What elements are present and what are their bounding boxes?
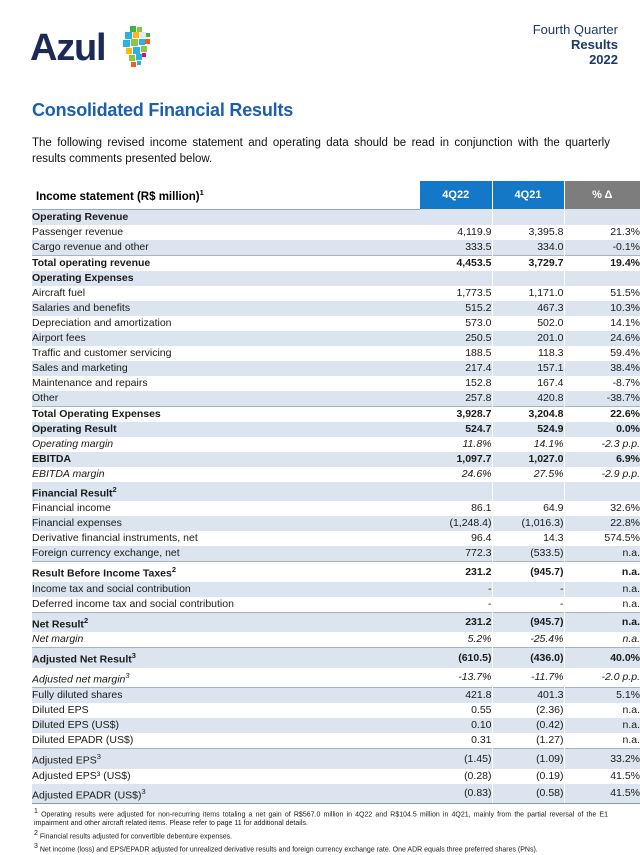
cell-pct-delta: 33.2% xyxy=(564,749,640,769)
cell-pct-delta: 40.0% xyxy=(564,648,640,668)
cell-4q21 xyxy=(492,482,564,502)
cell-4q22: 0.55 xyxy=(420,703,492,718)
brazil-map-mosaic-icon xyxy=(113,24,157,73)
table-body xyxy=(32,209,640,804)
cell-pct-delta: -8.7% xyxy=(564,376,640,391)
footnote-text: Operating results were adjusted for non-recurring items totaling a net gain of R$567.0 million in 4Q22 and R$104.5 million in 4Q21, mainly from the partial reversal of the E1 impairment and other aircraft related items. Please refer to page 11 for additional details. xyxy=(34,811,608,828)
cell-4q22: 1,097.7 xyxy=(420,452,492,467)
cell-4q21: (0.42) xyxy=(492,718,564,733)
row-label xyxy=(32,668,420,688)
cell-4q21: 14.1% xyxy=(492,437,564,452)
cell-4q22: 421.8 xyxy=(420,688,492,704)
row-label xyxy=(32,209,420,225)
row-label-text: Net Result xyxy=(32,618,84,631)
cell-4q22: 515.2 xyxy=(420,301,492,316)
cell-4q21: 1,027.0 xyxy=(492,452,564,467)
cell-pct-delta: n.a. xyxy=(564,718,640,733)
row-label-text: Financial income xyxy=(32,502,111,515)
footnote-marker: 2 xyxy=(34,829,38,837)
cell-pct-delta: 41.5% xyxy=(564,769,640,784)
cell-4q22: 250.5 xyxy=(420,331,492,346)
row-label xyxy=(32,482,420,502)
row-label-footnote-marker: 3 xyxy=(125,670,130,680)
row-label xyxy=(32,582,420,597)
row-label xyxy=(32,597,420,613)
cell-pct-delta: n.a. xyxy=(564,582,640,597)
table-row xyxy=(32,769,640,784)
cell-4q21: 27.5% xyxy=(492,467,564,482)
cell-pct-delta: 22.8% xyxy=(564,516,640,531)
row-label xyxy=(32,703,420,718)
footnote-text: Financial results adjusted for convertible debenture expenses. xyxy=(37,833,233,841)
cell-pct-delta: 41.5% xyxy=(564,784,640,804)
cell-4q22: 86.1 xyxy=(420,501,492,516)
cell-4q21: 64.9 xyxy=(492,501,564,516)
cell-pct-delta: 24.6% xyxy=(564,331,640,346)
row-label-text: Income tax and social contribution xyxy=(32,582,191,595)
row-label-footnote-marker: 3 xyxy=(141,786,146,796)
row-label xyxy=(32,286,420,301)
cell-pct-delta: 32.6% xyxy=(564,501,640,516)
row-label-text: Adjusted EPS xyxy=(32,754,97,767)
cell-4q21: 167.4 xyxy=(492,376,564,391)
cell-pct-delta: 21.3% xyxy=(564,225,640,240)
row-label xyxy=(32,769,420,784)
cell-pct-delta xyxy=(564,271,640,286)
row-label-text: Cargo revenue and other xyxy=(32,240,149,253)
cell-4q21: 334.0 xyxy=(492,240,564,256)
cell-4q22: 96.4 xyxy=(420,531,492,546)
intro-paragraph: The following revised income statement and operating data should be read in conjunction with the quarterly results comments presented below. xyxy=(32,137,610,165)
cell-4q22: -13.7% xyxy=(420,668,492,688)
row-label xyxy=(32,718,420,733)
table-row xyxy=(32,255,640,271)
row-label xyxy=(32,688,420,704)
cell-4q21: (1.09) xyxy=(492,749,564,769)
table-row xyxy=(32,391,640,407)
column-header-4q21: 4Q21 xyxy=(492,181,564,209)
cell-4q22: 1,773.5 xyxy=(420,286,492,301)
cell-4q22: 0.10 xyxy=(420,718,492,733)
row-label xyxy=(32,733,420,749)
cell-4q21: 401.3 xyxy=(492,688,564,704)
cell-4q21: (533.5) xyxy=(492,546,564,562)
footnote xyxy=(34,843,608,855)
row-label xyxy=(32,531,420,546)
row-label xyxy=(32,632,420,648)
row-label xyxy=(32,391,420,407)
cell-pct-delta: 5.1% xyxy=(564,688,640,704)
cell-4q21: (945.7) xyxy=(492,612,564,632)
cell-4q21: 201.0 xyxy=(492,331,564,346)
table-row xyxy=(32,209,640,225)
cell-4q22: 772.3 xyxy=(420,546,492,562)
column-header-label-text: Income statement (R$ million) xyxy=(36,190,200,203)
footnote-marker: 3 xyxy=(34,842,38,850)
row-label-text: Financial Result xyxy=(32,487,113,500)
table-row xyxy=(32,648,640,668)
cell-4q21: 3,729.7 xyxy=(492,255,564,271)
row-label-text: Aircraft fuel xyxy=(32,286,86,299)
row-label-footnote-marker: 2 xyxy=(171,565,177,575)
cell-4q22: 217.4 xyxy=(420,361,492,376)
row-label-text: Sales and marketing xyxy=(32,361,128,374)
cell-4q22: 524.7 xyxy=(420,422,492,437)
cell-4q21: (0.19) xyxy=(492,769,564,784)
cell-4q21 xyxy=(492,209,564,225)
footnotes-block xyxy=(20,808,620,854)
row-label-text: Passenger revenue xyxy=(32,225,124,238)
cell-4q22: (0.28) xyxy=(420,769,492,784)
row-label-text: Traffic and customer servicing xyxy=(32,346,172,359)
cell-4q22: 333.5 xyxy=(420,240,492,256)
table-row xyxy=(32,718,640,733)
row-label xyxy=(32,361,420,376)
cell-pct-delta: n.a. xyxy=(564,612,640,632)
table-row xyxy=(32,240,640,256)
cell-pct-delta: 6.9% xyxy=(564,452,640,467)
row-label xyxy=(32,225,420,240)
table-row xyxy=(32,225,640,240)
row-label-text: Other xyxy=(32,391,59,404)
table-row xyxy=(32,632,640,648)
cell-pct-delta: 59.4% xyxy=(564,346,640,361)
footnote-text: Net income (loss) and EPS/EPADR adjusted for unrealized derivative results and foreign currency exchange rate. One ADR equals three preferred shares (PNs). xyxy=(37,846,538,854)
cell-4q21: 502.0 xyxy=(492,316,564,331)
row-label-text: Adjusted net margin xyxy=(32,673,126,686)
table-row xyxy=(32,516,640,531)
column-header-label xyxy=(32,181,420,209)
cell-pct-delta: n.a. xyxy=(564,546,640,562)
table-header-row xyxy=(32,181,640,209)
table-row xyxy=(32,422,640,437)
row-label xyxy=(32,316,420,331)
row-label-text: Net margin xyxy=(32,633,84,646)
table-row xyxy=(32,501,640,516)
row-label-footnote-marker: 3 xyxy=(96,752,101,762)
cell-4q21: 420.8 xyxy=(492,391,564,407)
quarter-label: Fourth Quarter xyxy=(532,22,618,37)
cell-4q21: 118.3 xyxy=(492,346,564,361)
row-label-text: Operating Revenue xyxy=(32,210,129,223)
cell-4q21: -25.4% xyxy=(492,632,564,648)
row-label-text: Result Before Income Taxes xyxy=(32,567,172,580)
logo-wordmark: Azul xyxy=(30,26,106,69)
row-label-text: EBITDA xyxy=(32,452,72,465)
table-row xyxy=(32,301,640,316)
footnote xyxy=(34,808,608,829)
row-label-text: Fully diluted shares xyxy=(32,689,123,702)
cell-4q21 xyxy=(492,271,564,286)
row-label-text: Foreign currency exchange, net xyxy=(32,547,180,560)
cell-4q22: 231.2 xyxy=(420,562,492,582)
table-row xyxy=(32,346,640,361)
cell-pct-delta: 10.3% xyxy=(564,301,640,316)
cell-4q22: - xyxy=(420,582,492,597)
table-row xyxy=(32,452,640,467)
row-label xyxy=(32,612,420,632)
table-row xyxy=(32,582,640,597)
row-label-footnote-marker: 2 xyxy=(112,484,117,494)
cell-4q21: - xyxy=(492,582,564,597)
table-row xyxy=(32,376,640,391)
row-label-text: Depreciation and amortization xyxy=(32,316,172,329)
cell-4q22: 152.8 xyxy=(420,376,492,391)
cell-pct-delta: -2.9 p.p. xyxy=(564,467,640,482)
row-label-footnote-marker: 2 xyxy=(83,615,89,625)
cell-4q21: (0.58) xyxy=(492,784,564,804)
row-label xyxy=(32,562,420,582)
table-row xyxy=(32,733,640,749)
cell-pct-delta: n.a. xyxy=(564,733,640,749)
row-label-text: Adjusted Net Result xyxy=(32,653,132,666)
row-label xyxy=(32,452,420,467)
cell-4q21: 1,171.0 xyxy=(492,286,564,301)
cell-4q22: 5.2% xyxy=(420,632,492,648)
cell-pct-delta: 22.6% xyxy=(564,406,640,422)
row-label xyxy=(32,255,420,271)
row-label xyxy=(32,331,420,346)
cell-pct-delta xyxy=(564,209,640,225)
cell-4q21: 524.9 xyxy=(492,422,564,437)
cell-pct-delta xyxy=(564,482,640,502)
row-label xyxy=(32,648,420,668)
row-label-text: Total Operating Expenses xyxy=(32,407,161,420)
column-header-label-sup: 1 xyxy=(199,188,204,197)
year-label: 2022 xyxy=(589,52,618,67)
cell-4q22: 0.31 xyxy=(420,733,492,749)
cell-4q22: (0.83) xyxy=(420,784,492,804)
cell-4q21: (1.27) xyxy=(492,733,564,749)
column-header-4q22: 4Q22 xyxy=(420,181,492,209)
table-row xyxy=(32,406,640,422)
row-label-text: Diluted EPS xyxy=(32,704,89,717)
cell-4q22: 11.8% xyxy=(420,437,492,452)
row-label xyxy=(32,467,420,482)
results-label: Results xyxy=(571,37,618,52)
cell-pct-delta: 14.1% xyxy=(564,316,640,331)
cell-pct-delta: n.a. xyxy=(564,632,640,648)
row-label-text: Diluted EPADR (US$) xyxy=(32,734,134,747)
row-label xyxy=(32,437,420,452)
row-label xyxy=(32,516,420,531)
cell-pct-delta: -2.0 p.p. xyxy=(564,668,640,688)
cell-4q22: 231.2 xyxy=(420,612,492,632)
page-header xyxy=(20,0,620,84)
cell-pct-delta: n.a. xyxy=(564,562,640,582)
cell-4q22: 257.8 xyxy=(420,391,492,407)
row-label-text: Airport fees xyxy=(32,331,86,344)
cell-4q21: 157.1 xyxy=(492,361,564,376)
row-label-text: Salaries and benefits xyxy=(32,301,131,314)
cell-pct-delta: 51.5% xyxy=(564,286,640,301)
income-statement-table xyxy=(32,181,640,804)
footnote-marker: 1 xyxy=(34,808,38,816)
row-label-text: Derivative financial instruments, net xyxy=(32,532,198,545)
report-period xyxy=(533,22,620,67)
row-label xyxy=(32,271,420,286)
row-label xyxy=(32,301,420,316)
table-row xyxy=(32,316,640,331)
cell-pct-delta: n.a. xyxy=(564,597,640,613)
cell-4q21: 467.3 xyxy=(492,301,564,316)
row-label-text: Maintenance and repairs xyxy=(32,376,148,389)
cell-pct-delta: -2.3 p.p. xyxy=(564,437,640,452)
table-row xyxy=(32,749,640,769)
row-label-text: Adjusted EPS³ (US$) xyxy=(32,769,131,782)
row-label xyxy=(32,376,420,391)
cell-4q22: - xyxy=(420,597,492,613)
row-label xyxy=(32,546,420,562)
cell-4q21: - xyxy=(492,597,564,613)
table-row xyxy=(32,467,640,482)
row-label xyxy=(32,784,420,804)
row-label-text: Operating Result xyxy=(32,422,117,435)
row-label xyxy=(32,240,420,256)
cell-4q22 xyxy=(420,271,492,286)
table-row xyxy=(32,668,640,688)
cell-4q22: (610.5) xyxy=(420,648,492,668)
table-row xyxy=(32,271,640,286)
cell-pct-delta: -0.1% xyxy=(564,240,640,256)
table-row xyxy=(32,612,640,632)
row-label-text: EBITDA margin xyxy=(32,467,105,480)
cell-pct-delta: 19.4% xyxy=(564,255,640,271)
table-row xyxy=(32,562,640,582)
income-statement-table-wrap xyxy=(20,181,640,804)
cell-4q21: (2.36) xyxy=(492,703,564,718)
table-row xyxy=(32,531,640,546)
cell-4q22: 4,453.5 xyxy=(420,255,492,271)
table-row xyxy=(32,546,640,562)
table-row xyxy=(32,286,640,301)
table-row xyxy=(32,437,640,452)
cell-4q21: -11.7% xyxy=(492,668,564,688)
row-label xyxy=(32,749,420,769)
cell-4q22: (1.45) xyxy=(420,749,492,769)
row-label-text: Adjusted EPADR (US$) xyxy=(32,789,142,802)
row-label-text: Operating margin xyxy=(32,437,114,450)
row-label-text: Diluted EPS (US$) xyxy=(32,719,119,732)
cell-4q21: (1,016.3) xyxy=(492,516,564,531)
row-label-text: Financial expenses xyxy=(32,517,122,530)
cell-pct-delta: 38.4% xyxy=(564,361,640,376)
cell-4q22 xyxy=(420,482,492,502)
page-title: Consolidated Financial Results xyxy=(32,100,294,120)
cell-4q22: 4,119.9 xyxy=(420,225,492,240)
row-label-text: Operating Expenses xyxy=(32,271,134,284)
cell-4q21: 14.3 xyxy=(492,531,564,546)
cell-4q22: 3,928.7 xyxy=(420,406,492,422)
cell-4q21: 3,395.8 xyxy=(492,225,564,240)
azul-logo xyxy=(20,22,157,73)
row-label xyxy=(32,501,420,516)
cell-4q22: (1,248.4) xyxy=(420,516,492,531)
table-row xyxy=(32,361,640,376)
cell-4q21: (436.0) xyxy=(492,648,564,668)
row-label-footnote-marker: 3 xyxy=(131,651,136,661)
cell-4q22: 188.5 xyxy=(420,346,492,361)
table-row xyxy=(32,703,640,718)
row-label-text: Total operating revenue xyxy=(32,256,151,269)
cell-pct-delta: 0.0% xyxy=(564,422,640,437)
cell-pct-delta: 574.5% xyxy=(564,531,640,546)
table-row xyxy=(32,482,640,502)
row-label xyxy=(32,422,420,437)
cell-4q22: 24.6% xyxy=(420,467,492,482)
table-row xyxy=(32,597,640,613)
cell-4q21: 3,204.8 xyxy=(492,406,564,422)
table-row xyxy=(32,331,640,346)
footnote xyxy=(34,830,608,842)
cell-pct-delta: -38.7% xyxy=(564,391,640,407)
cell-4q22 xyxy=(420,209,492,225)
row-label-text: Deferred income tax and social contribution xyxy=(32,597,234,610)
row-label xyxy=(32,406,420,422)
column-header-pct-delta: % Δ xyxy=(564,181,640,209)
cell-4q21: (945.7) xyxy=(492,562,564,582)
cell-pct-delta: n.a. xyxy=(564,703,640,718)
cell-4q22: 573.0 xyxy=(420,316,492,331)
table-row xyxy=(32,688,640,704)
row-label xyxy=(32,346,420,361)
table-row xyxy=(32,784,640,804)
